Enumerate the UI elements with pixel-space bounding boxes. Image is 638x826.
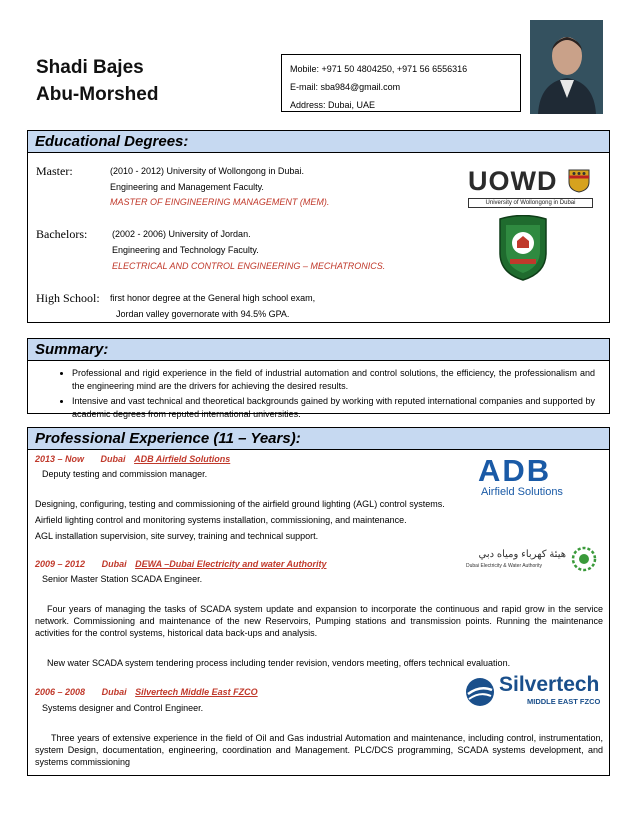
uowd-logo-sub: University of Wollongong in Dubai bbox=[468, 198, 593, 208]
silvertech-globe-icon bbox=[465, 677, 495, 707]
job-2-location: Dubai bbox=[101, 559, 127, 569]
job-1-header bbox=[35, 454, 230, 464]
silvertech-logo-sub: MIDDLE EAST FZCO bbox=[527, 697, 601, 706]
job-1-company: ADB Airfield Solutions bbox=[134, 454, 231, 464]
master-line-1: (2010 - 2012) University of Wollongong in Dubai. bbox=[110, 166, 304, 176]
job-1-title: Deputy testing and commission manager. bbox=[42, 469, 208, 479]
university-of-jordan-crest-icon bbox=[498, 215, 548, 281]
job-3-company: Silvertech Middle East FZCO bbox=[135, 687, 258, 697]
uowd-crest-icon bbox=[568, 169, 590, 193]
job-1-para-2: Airfield lighting control and monitoring systems installation, commissioning, and maintenance. bbox=[35, 515, 407, 525]
master-label: Master: bbox=[36, 164, 73, 178]
summary-bullet-1: • Professional and rigid experience in the field of industrial automation and control solutions, the efficiency, the professionalism and the engineering mind are the drivers for achieving the desired results. bbox=[72, 367, 595, 392]
dewa-emblem-icon bbox=[570, 545, 598, 573]
master-degree: MASTER OF EINGINEERING MANAGEMENT (MEM). bbox=[110, 197, 330, 207]
contact-box bbox=[281, 54, 521, 112]
adb-logo-sub: Airfield Solutions bbox=[481, 486, 563, 498]
education-section bbox=[27, 130, 610, 323]
job-3-dates: 2006 – 2008 bbox=[35, 687, 86, 697]
master-line-2: Engineering and Management Faculty. bbox=[110, 182, 264, 192]
address-text: Address: Dubai, UAE bbox=[290, 100, 376, 110]
mobile-text: Mobile: +971 50 4804250, +971 56 6556316 bbox=[290, 64, 468, 74]
job-2-title: Senior Master Station SCADA Engineer. bbox=[42, 574, 203, 584]
job-1-dates: 2013 – Now bbox=[35, 454, 85, 464]
highschool-line-1: first honor degree at the General high school exam, bbox=[110, 293, 316, 303]
summary-section bbox=[27, 338, 610, 419]
job-3-title: Systems designer and Control Engineer. bbox=[42, 703, 204, 713]
experience-heading: Professional Experience (11 – Years): bbox=[28, 428, 609, 450]
job-2-company: DEWA –Dubai Electricity and water Authority bbox=[135, 559, 327, 569]
education-heading: Educational Degrees: bbox=[28, 131, 609, 153]
dewa-logo-english: Dubai Electricity & Water Authority bbox=[466, 563, 542, 569]
silvertech-logo-text: Silvertech bbox=[499, 673, 600, 696]
silvertech-logo bbox=[465, 672, 605, 712]
name-line-1: Shadi Bajes bbox=[36, 57, 144, 78]
dewa-logo bbox=[466, 543, 601, 577]
job-1-para-3: AGL installation supervision, site survey, training and technical support. bbox=[35, 531, 319, 541]
profile-photo-illustration bbox=[530, 20, 603, 114]
highschool-line-2: Jordan valley governorate with 94.5% GPA. bbox=[116, 309, 290, 319]
name-line-2: Abu-Morshed bbox=[36, 84, 159, 105]
summary-heading: Summary: bbox=[28, 339, 609, 361]
profile-photo bbox=[530, 20, 603, 114]
job-3-location: Dubai bbox=[101, 687, 127, 697]
adb-logo bbox=[478, 453, 593, 498]
bachelors-line-1: (2002 - 2006) University of Jordan. bbox=[112, 229, 251, 239]
job-1-location: Dubai bbox=[100, 454, 126, 464]
bachelors-label: Bachelors: bbox=[36, 227, 88, 241]
job-2-dates: 2009 – 2012 bbox=[35, 559, 86, 569]
job-2-para-1: Four years of managing the tasks of SCADA system update and expansion to incorporate the continuous and rapid grow in the service network. Commissioning and maintenance of the new Reservoirs, Pumping stations and transmission points. Running the maintenance activities for the control systems, historical data back-ups and analysis. bbox=[35, 604, 603, 638]
job-2-para-2: New water SCADA system tendering process including tender revision, vendors meeting, offers technical evaluation. bbox=[47, 658, 511, 668]
email-text: E-mail: sba984@gmail.com bbox=[290, 82, 401, 92]
job-2-header bbox=[35, 559, 326, 569]
job-3-para-1: Three years of extensive experience in the field of Oil and Gas industrial Automation and maintenance, including control, instrumentation, system Design, documentation, engineering, coordination and Management. PLC/DCS programming, SCADA systems development, and systems commissioning bbox=[35, 733, 603, 767]
adb-logo-text: ADB bbox=[478, 453, 552, 488]
uowd-logo bbox=[468, 167, 593, 209]
dewa-logo-arabic: هيئة كهرباء ومياه دبي bbox=[478, 549, 566, 560]
bachelors-line-2: Engineering and Technology Faculty. bbox=[112, 245, 259, 255]
summary-list bbox=[28, 361, 609, 420]
job-3-header bbox=[35, 687, 258, 697]
highschool-label: High School: bbox=[36, 291, 100, 305]
summary-bullet-2: • Intensive and vast technical and theoretical backgrounds gained by working with reputed international companies and supported by academic degrees from reputed international universities. bbox=[72, 395, 595, 420]
job-1-para-1: Designing, configuring, testing and commissioning of the airfield ground lighting (AGL) control systems. bbox=[35, 499, 445, 509]
uowd-logo-text: UOWD bbox=[468, 166, 558, 196]
experience-section bbox=[27, 427, 610, 776]
bachelors-degree: ELECTRICAL AND CONTROL ENGINEERING – MECHATRONICS. bbox=[112, 261, 386, 271]
